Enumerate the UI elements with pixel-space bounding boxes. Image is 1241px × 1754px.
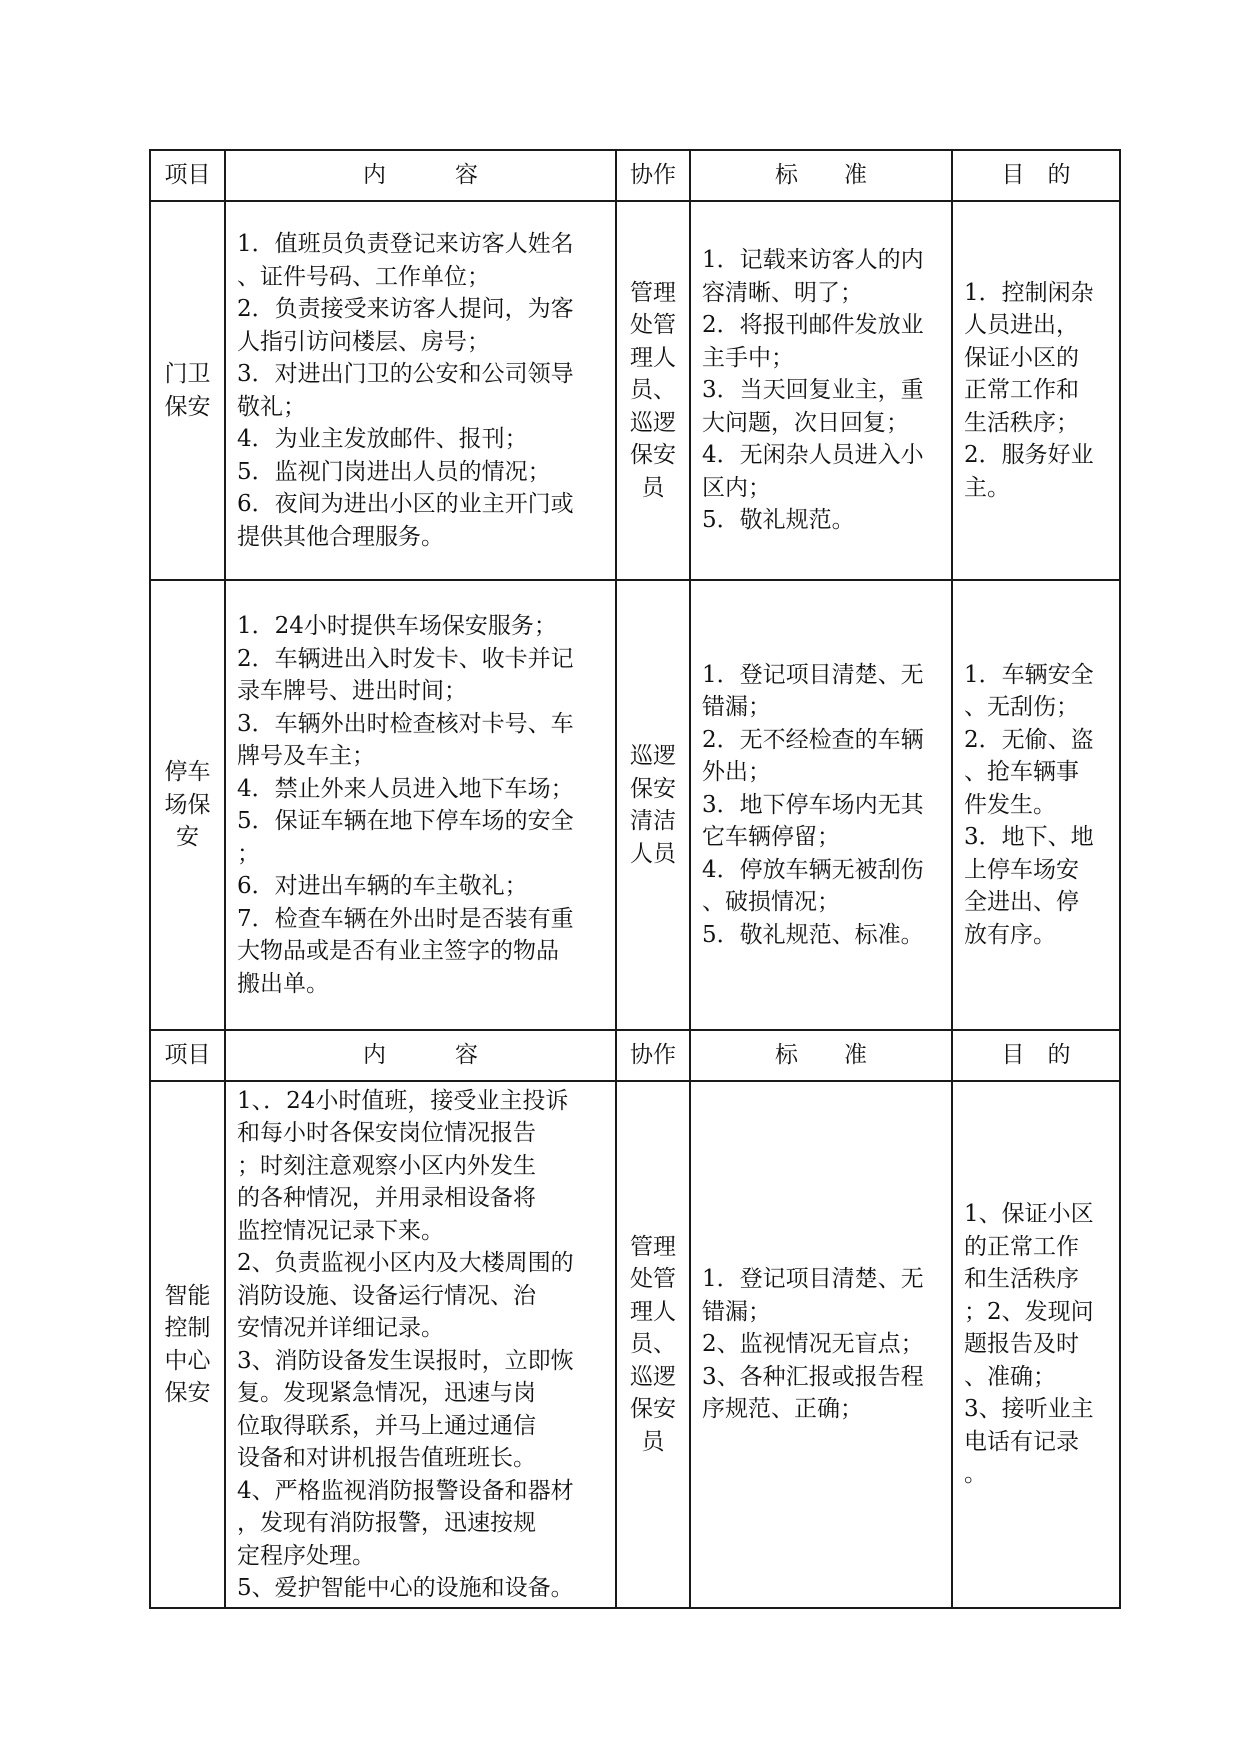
content-line: 6．对进出车辆的车主敬礼； (237, 873, 528, 899)
purpose-line: 。 (964, 1461, 987, 1488)
standard-line: 2．无不经检查的车辆 (702, 726, 924, 753)
content-cell (225, 1081, 616, 1608)
purpose-line: 全进出、停 (964, 889, 1079, 916)
content-line: ，发现有消防报警，迅速按规 (237, 1510, 536, 1536)
cooperation-line: 保安 (630, 442, 676, 469)
cooperation-line: 管理 (630, 279, 676, 306)
content-item (237, 1475, 601, 1573)
standard-line: 区内； (702, 474, 771, 501)
header-standard: 标 准 (690, 1030, 952, 1081)
content-line: 位取得联系，并马上通过通信 (237, 1412, 536, 1439)
standard-cell (690, 1081, 952, 1608)
standard-cell (690, 201, 952, 580)
content-line: 录车牌号、进出时间； (237, 678, 467, 704)
purpose-line: 主。 (964, 474, 1010, 501)
header-item: 项目 (150, 150, 225, 201)
standard-line: 1．登记项目清楚、无 (702, 661, 924, 688)
content-line: 、证件号码、工作单位； (237, 263, 490, 290)
content-line: 提供其他合理服务。 (237, 523, 444, 550)
item-cell (150, 1081, 225, 1608)
purpose-line: 、准确； (964, 1363, 1056, 1390)
table-row (150, 1081, 1120, 1608)
standard-line: 它车辆停留； (702, 824, 840, 851)
content-line: 3．对进出门卫的公安和公司领导 (237, 361, 574, 387)
content-line: 监控情况记录下来。 (237, 1217, 444, 1244)
security-duties-table (149, 149, 1121, 1609)
cooperation-cell (616, 580, 690, 1030)
content-item (237, 1247, 601, 1345)
purpose-line: 件发生。 (964, 791, 1056, 818)
standard-line: 3、各种汇报或报告程 (702, 1363, 924, 1390)
standard-cell (690, 580, 952, 1030)
cooperation-line: 处管 (630, 312, 676, 339)
header-item: 项目 (150, 1030, 225, 1081)
content-line: 消防设施、设备运行情况、治 (237, 1282, 536, 1309)
header-purpose: 目 的 (952, 1030, 1120, 1081)
item-line: 保安 (164, 1380, 211, 1406)
table-row (150, 580, 1120, 1030)
standard-line: 外出； (702, 759, 771, 786)
standard-line: 4．停放车辆无被刮伤 (702, 856, 924, 883)
purpose-line: 电话有记录 (964, 1428, 1079, 1455)
cooperation-line: 员 (641, 474, 665, 501)
item-line: 安 (176, 824, 199, 851)
standard-line: 错漏； (702, 694, 771, 721)
standard-line: 1．记载来访客人的内 (702, 247, 924, 274)
cooperation-cell (616, 201, 690, 580)
table-header-row (150, 150, 1120, 201)
content-line: 搬出单。 (237, 970, 329, 997)
content-line: 2、负责监视小区内及大楼周围的 (237, 1250, 574, 1276)
cooperation-line: 巡逻 (630, 409, 676, 436)
content-line: 4、严格监视消防报警设备和器材 (237, 1477, 574, 1504)
header-content: 内 容 (225, 150, 616, 201)
content-line: 和每小时各保安岗位情况报告 (237, 1120, 536, 1146)
item-line: 保安 (164, 393, 211, 420)
purpose-cell (952, 580, 1120, 1030)
content-line: 6．夜间为进出小区的业主开门或 (237, 491, 574, 517)
standard-line: 2．将报刊邮件发放业 (702, 312, 924, 339)
purpose-line: 和生活秩序 (964, 1266, 1079, 1293)
cooperation-line: 处管 (630, 1266, 676, 1293)
purpose-line: 3．地下、地 (964, 824, 1094, 851)
table-header-row (150, 1030, 1120, 1081)
standard-line: 1．登记项目清楚、无 (702, 1266, 924, 1293)
standard-line: 、破损情况； (702, 889, 840, 916)
purpose-line: 题报告及时 (964, 1331, 1079, 1358)
item-line: 智能 (164, 1282, 211, 1309)
header-cooperation: 协作 (616, 1030, 690, 1081)
item-line: 停车 (164, 759, 211, 786)
content-line: 5．保证车辆在地下停车场的安全 (237, 808, 574, 834)
cooperation-line: 巡逻 (630, 1363, 676, 1390)
content-line: 7．检查车辆在外出时是否装有重 (237, 905, 574, 932)
content-line: 1、．24小时值班，接受业主投诉 (237, 1087, 569, 1114)
cooperation-line: 巡逻 (630, 743, 676, 769)
purpose-line: 1、保证小区 (964, 1201, 1094, 1228)
table-row (150, 201, 1120, 580)
cooperation-line: 保安 (630, 775, 676, 802)
cooperation-line: 清洁 (630, 808, 676, 834)
standard-line: 4．无闲杂人员进入小 (702, 442, 924, 469)
content-line: 牌号及车主； (237, 743, 375, 769)
content-line: 设备和对讲机报告值班班长。 (237, 1445, 536, 1471)
standard-line: 错漏； (702, 1298, 771, 1325)
header-content: 内 容 (225, 1030, 616, 1081)
cooperation-cell (616, 1081, 690, 1608)
purpose-cell (952, 201, 1120, 580)
standard-line: 5．敬礼规范、标准。 (702, 921, 924, 948)
cooperation-line: 员、 (630, 377, 676, 404)
header-standard: 标 准 (690, 150, 952, 201)
cooperation-line: 理人 (630, 1298, 676, 1325)
content-item (237, 1572, 601, 1605)
purpose-line: 、抢车辆事 (964, 759, 1079, 786)
cooperation-line: 理人 (630, 344, 676, 371)
purpose-line: ；2、发现问 (964, 1298, 1094, 1325)
standard-line: 3．当天回复业主，重 (702, 377, 924, 404)
content-line: 5．监视门岗进出人员的情况； (237, 458, 551, 485)
item-line: 门卫 (164, 361, 211, 387)
cooperation-line: 员 (641, 1428, 665, 1455)
purpose-line: 的正常工作 (964, 1233, 1079, 1260)
purpose-line: 、无刮伤； (964, 694, 1079, 721)
purpose-line: 正常工作和 (964, 377, 1079, 404)
purpose-cell (952, 1081, 1120, 1608)
standard-line: 主手中； (702, 344, 794, 371)
content-line: 3、消防设备发生误报时，立即恢 (237, 1347, 574, 1374)
content-line: 大物品或是否有业主签字的物品 (237, 938, 559, 964)
content-line: 2．负责接受来访客人提问，为客 (237, 296, 574, 322)
cooperation-line: 管理 (630, 1233, 676, 1260)
content-line: ；时刻注意观察小区内外发生 (237, 1152, 536, 1179)
content-line: 5、爱护智能中心的设施和设备。 (237, 1575, 574, 1601)
item-line: 场保 (164, 791, 211, 818)
purpose-line: 保证小区的 (964, 344, 1079, 371)
standard-line: 序规范、正确； (702, 1396, 863, 1423)
content-line: 复。发现紧急情况，迅速与岗 (237, 1380, 536, 1406)
standard-line: 5．敬礼规范。 (702, 507, 855, 534)
purpose-line: 上停车场安 (964, 856, 1079, 883)
content-line: 敬礼； (237, 393, 306, 420)
purpose-line: 3、接听业主 (964, 1396, 1094, 1423)
purpose-line: 放有序。 (964, 921, 1056, 948)
standard-line: 3．地下停车场内无其 (702, 791, 924, 818)
content-line: 4．为业主发放邮件、报刊； (237, 426, 528, 452)
content-line: 3．车辆外出时检查核对卡号、车 (237, 710, 574, 737)
purpose-line: 2．服务好业 (964, 442, 1094, 469)
content-item (237, 1085, 601, 1248)
content-line: 1．24小时提供车场保安服务； (237, 613, 557, 639)
content-line: 1．值班员负责登记来访客人姓名 (237, 231, 574, 257)
content-line: 人指引访问楼层、房号； (237, 328, 490, 355)
item-line: 控制 (164, 1315, 211, 1341)
cooperation-line: 人员 (630, 840, 676, 867)
header-purpose: 目 的 (952, 150, 1120, 201)
standard-line: 大问题，次日回复； (702, 409, 909, 436)
content-cell (225, 201, 616, 580)
content-line: 2．车辆进出入时发卡、收卡并记 (237, 645, 574, 672)
item-cell (150, 580, 225, 1030)
item-cell (150, 201, 225, 580)
cooperation-line: 员、 (630, 1331, 676, 1358)
standard-line: 容清晰、明了； (702, 279, 863, 306)
purpose-line: 2．无偷、盗 (964, 726, 1094, 753)
content-item (237, 1345, 601, 1475)
content-cell (225, 580, 616, 1030)
purpose-line: 1．车辆安全 (964, 661, 1094, 688)
content-line: ； (237, 840, 260, 867)
content-line: 的各种情况，并用录相设备将 (237, 1185, 536, 1211)
purpose-line: 1．控制闲杂 (964, 279, 1094, 306)
content-line: 安情况并详细记录。 (237, 1315, 444, 1341)
content-line: 定程序处理。 (237, 1542, 375, 1569)
header-cooperation: 协作 (616, 150, 690, 201)
standard-line: 2、监视情况无盲点； (702, 1331, 924, 1358)
purpose-line: 人员进出， (964, 312, 1079, 339)
item-line: 中心 (164, 1347, 211, 1374)
purpose-line: 生活秩序； (964, 409, 1079, 436)
cooperation-line: 保安 (630, 1396, 676, 1423)
content-line: 4．禁止外来人员进入地下车场； (237, 775, 574, 802)
